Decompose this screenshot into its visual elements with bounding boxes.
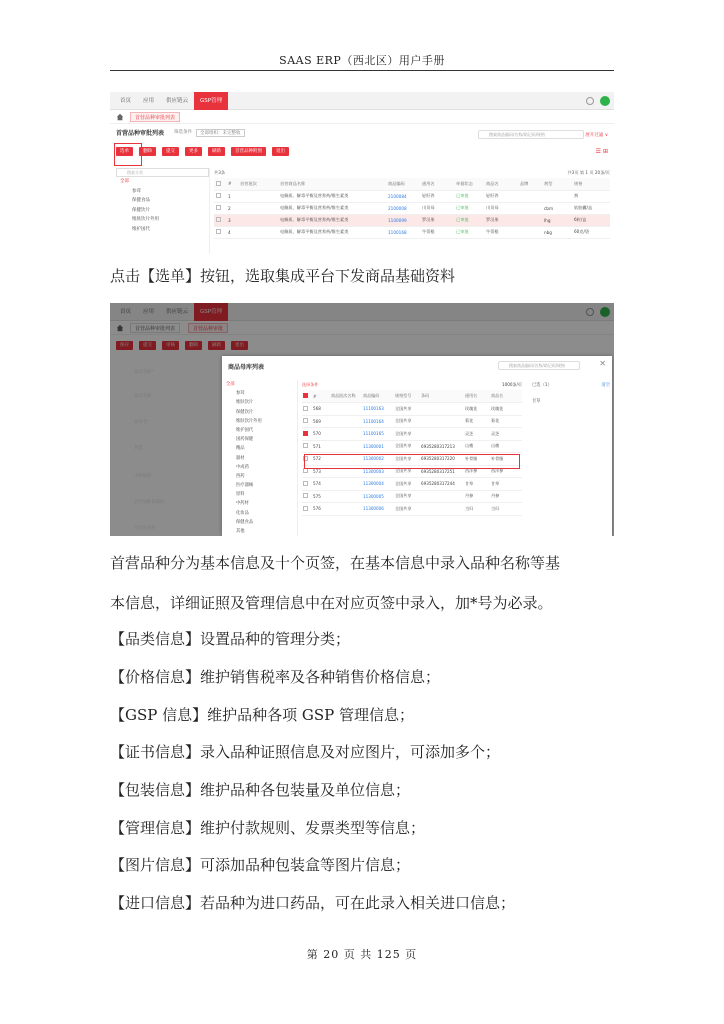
tree-node[interactable]: 精品: [236, 446, 245, 452]
tree-node[interactable]: 器材: [236, 455, 245, 461]
cell: 补骨脂: [490, 453, 522, 466]
cell: 电解质、解毒平衡及营养药/维生素类: [278, 202, 386, 214]
row-index: 2: [226, 202, 238, 214]
tree-node[interactable]: 其他: [236, 529, 245, 534]
page-title: 首营品种审批列表: [116, 130, 165, 137]
paragraph-line: 本信息，详细证照及管理信息中在对应页签中录入，加*号为必录。: [110, 594, 553, 612]
column-header: 商品批次名称: [330, 390, 362, 403]
cell: [330, 403, 362, 416]
cell: 甘草: [490, 478, 522, 491]
cell: 全国共享: [394, 465, 420, 478]
cell: 罗汉果: [420, 214, 454, 226]
form-label: 是否处方药: [134, 526, 156, 531]
tab-approval[interactable]: 首营品种审批: [188, 323, 228, 333]
nav-supply-chain[interactable]: 供应链云: [166, 98, 189, 104]
cell: [330, 478, 362, 491]
table-row[interactable]: [214, 202, 610, 214]
cell: 菊花: [490, 415, 522, 428]
column-header: #: [226, 178, 238, 190]
tree-node[interactable]: 维护国代: [132, 226, 150, 232]
tree-node[interactable]: 保健食品: [132, 198, 150, 203]
column-header: 剂型: [542, 178, 572, 190]
submit-button[interactable]: 提交: [139, 341, 156, 350]
cell: 罗汉果: [484, 214, 518, 226]
table-row[interactable]: [302, 503, 522, 516]
column-header: 商品名: [490, 390, 522, 403]
cell: 6935280317244: [420, 478, 464, 491]
column-header: 通用名: [420, 178, 454, 190]
exit-button[interactable]: 退出: [231, 341, 248, 350]
cell: [518, 226, 542, 238]
paragraph-line: 【进口信息】若品种为进口药品，可在此录入相关进口信息；: [110, 894, 516, 912]
row-checkbox[interactable]: [216, 229, 221, 234]
category-tree: [116, 168, 210, 254]
cell[interactable]: 11300005: [362, 490, 394, 503]
cell: 已审批: [454, 202, 484, 214]
tree-node[interactable]: 维肤饮片外用: [236, 418, 262, 424]
cell[interactable]: 11100164: [362, 415, 394, 428]
list-view-icon[interactable]: ☰ ⊞: [595, 148, 608, 155]
exit-button[interactable]: 退出: [272, 147, 289, 156]
column-header: 首营商品名称: [278, 178, 386, 190]
cell: 573: [312, 465, 330, 478]
cell: 电解质、解毒平衡及营养药/维生素类: [278, 190, 386, 202]
cell: 软胶囊/盒: [572, 202, 610, 214]
cell: [330, 490, 362, 503]
row-checkbox[interactable]: [303, 493, 308, 498]
column-header: #: [312, 390, 330, 403]
cell: 571: [312, 440, 330, 453]
select-button[interactable]: 选单: [116, 147, 133, 156]
refresh-button[interactable]: 刷新: [208, 341, 225, 350]
tree-node[interactable]: 保健饮片: [236, 409, 254, 415]
cell: 60克/袋: [572, 226, 610, 238]
cell: 6粒/盒: [572, 214, 610, 226]
cell: 川贝母: [420, 202, 454, 214]
row-checkbox[interactable]: [216, 205, 221, 210]
cell: 西洋参: [464, 465, 490, 478]
filter-label: 筛选条件: [174, 130, 192, 135]
cell: [330, 415, 362, 428]
selected-row-highlight: [304, 454, 520, 469]
filter-value[interactable]: 全部组织：未完整收: [196, 129, 245, 137]
cell: 山楂: [464, 440, 490, 453]
column-header: 品牌: [518, 178, 542, 190]
cell: 576: [312, 503, 330, 516]
cell: 当归: [490, 503, 522, 516]
cell: 剂: [572, 190, 610, 202]
table-row[interactable]: [302, 428, 522, 441]
table-row[interactable]: [214, 226, 610, 238]
cell: 轻肝养: [420, 190, 454, 202]
tree-node[interactable]: 全部: [226, 382, 235, 387]
modal-title: 商品母库列表: [228, 364, 265, 371]
nav-supply-chain[interactable]: 供应链云: [166, 309, 189, 315]
cell: 6935280317251: [420, 465, 464, 478]
row-checkbox[interactable]: [303, 506, 308, 511]
screenshot-list-page: [110, 92, 614, 254]
cell: 牛蒡根: [420, 226, 454, 238]
cell[interactable]: 2100008: [386, 202, 420, 214]
cell: 全国共享: [394, 428, 420, 441]
tab-approval-list[interactable]: 首营品种审批列表: [130, 323, 180, 333]
pagination[interactable]: 共3页 第 1 页 20条/页: [567, 170, 610, 175]
cell: 补骨脂: [464, 453, 490, 466]
search-input[interactable]: 搜索商品编码/名称/助记码/规格: [478, 130, 584, 139]
cell: 全国共享: [394, 440, 420, 453]
approval-grid: [214, 168, 610, 239]
paragraph-line: 【包装信息】维护品种各包装量及单位信息；: [110, 781, 411, 799]
form-label: 首营品种备编码: [134, 500, 165, 505]
tree-node[interactable]: 全部: [120, 179, 129, 184]
table-row[interactable]: [302, 403, 522, 416]
row-checkbox[interactable]: [216, 217, 221, 222]
cell: 全国共享: [394, 403, 420, 416]
cell[interactable]: 11300002: [362, 453, 394, 466]
modal-product-grid: [302, 380, 522, 516]
cell: 电解质、解毒平衡及营养药/维生素类: [278, 226, 386, 238]
tree-node[interactable]: 化妆品: [236, 510, 249, 516]
save-button[interactable]: 保存: [116, 341, 133, 350]
row-checkbox[interactable]: [303, 431, 308, 436]
row-checkbox[interactable]: [303, 468, 308, 473]
cell: 已审批: [454, 226, 484, 238]
nav-home[interactable]: 首页: [120, 98, 132, 104]
column-header: 首营批次: [238, 178, 278, 190]
cell: 菊花: [464, 415, 490, 428]
close-icon[interactable]: ✕: [599, 359, 606, 368]
select-button-highlight: [114, 143, 142, 166]
nav-apps[interactable]: 应用: [143, 309, 155, 315]
table-row[interactable]: [302, 478, 522, 491]
tree-node[interactable]: 西药: [236, 473, 245, 479]
grid-count: 共3条: [214, 170, 226, 175]
audit-button[interactable]: 审核: [162, 341, 179, 350]
row-checkbox[interactable]: [303, 406, 308, 411]
cell: [238, 190, 278, 202]
column-header: 商品编码: [362, 390, 394, 403]
row-checkbox[interactable]: [216, 193, 221, 198]
cell: cbm: [542, 202, 572, 214]
paragraph-line: 【证书信息】录入品种证照信息及对应图片，可添加多个；: [110, 743, 501, 761]
table-row[interactable]: [214, 190, 610, 202]
cell: [420, 428, 464, 441]
cell: nbg: [542, 226, 572, 238]
cell: [518, 202, 542, 214]
delete-button[interactable]: 删除: [185, 341, 202, 350]
nav-gsp[interactable]: GSP管理: [194, 303, 228, 321]
cell: lhg: [542, 214, 572, 226]
caption-select: 点击【选单】按钮，选取集成平台下发商品基础资料: [110, 267, 456, 285]
paragraph-line: 首营品种分为基本信息及十个页签，在基本信息中录入品种名称等基: [110, 554, 561, 572]
avatar[interactable]: [600, 96, 610, 106]
tree-node[interactable]: 保健食品: [236, 519, 254, 525]
paragraph-line: 【品类信息】设置品种的管理分类；: [110, 630, 351, 648]
page-header: SAAS ERP（西北区）用户手册: [279, 54, 445, 67]
tab-bar: [110, 110, 614, 124]
tree-node[interactable]: 医疗器械: [236, 483, 254, 489]
nav-apps[interactable]: 应用: [143, 98, 155, 104]
page-footer: 第 20 页 共 125 页: [306, 948, 418, 961]
row-index: 1: [226, 190, 238, 202]
cell: [238, 214, 278, 226]
cell: 当归: [464, 503, 490, 516]
submit-button[interactable]: 提交: [162, 147, 179, 156]
cell: 全国共享: [394, 490, 420, 503]
cell: 山楂: [490, 440, 522, 453]
row-index: 3: [226, 214, 238, 226]
tree-search-input[interactable]: 搜索分类: [116, 168, 209, 177]
tree-node[interactable]: 中药材: [236, 501, 249, 507]
cell[interactable]: 11300001: [362, 440, 394, 453]
cell[interactable]: 11100163: [362, 403, 394, 416]
column-header: 商品名: [484, 178, 518, 190]
expand-filter-link[interactable]: 展开过滤 ∨: [585, 133, 608, 138]
header-rule: [110, 70, 614, 71]
row-checkbox[interactable]: [303, 418, 308, 423]
page-size-select[interactable]: 1000条/页: [502, 382, 522, 387]
home-icon[interactable]: [116, 113, 124, 121]
modal-category-tree: [222, 380, 298, 536]
tree-node[interactable]: 参茸: [236, 391, 245, 397]
table-row[interactable]: [302, 440, 522, 453]
form-label: 商品名称: [134, 394, 152, 399]
form-label: 中药规格: [134, 474, 152, 479]
row-checkbox[interactable]: [303, 443, 308, 448]
selected-item: 甘草: [532, 399, 541, 404]
clear-link[interactable]: 清空: [601, 383, 610, 388]
row-checkbox[interactable]: [303, 481, 308, 486]
cell: 全国共享: [394, 415, 420, 428]
modal-search-input[interactable]: 搜索商品编码/名称/助记码/规格: [498, 361, 580, 370]
cell[interactable]: 1100099: [386, 214, 420, 226]
cell: [330, 503, 362, 516]
form-label: 商品名称*: [134, 370, 154, 375]
cell[interactable]: 1100168: [386, 226, 420, 238]
cell: 575: [312, 490, 330, 503]
paragraph-line: 【GSP 信息】维护品种各项 GSP 管理信息；: [110, 706, 415, 724]
cell: [420, 415, 464, 428]
cell: [238, 202, 278, 214]
tree-node[interactable]: 中成药: [236, 464, 249, 470]
cell: [330, 428, 362, 441]
cell[interactable]: 11100165: [362, 428, 394, 441]
cell: 牛蒡根: [484, 226, 518, 238]
search-icon[interactable]: [586, 97, 594, 105]
cell: 丹参: [464, 490, 490, 503]
cell: 已审批: [454, 190, 484, 202]
row-index: 4: [226, 226, 238, 238]
cell: [420, 403, 464, 416]
cell: 574: [312, 478, 330, 491]
refresh-button[interactable]: 刷新: [208, 147, 225, 156]
filter-condition-link[interactable]: 选择条件: [302, 382, 319, 387]
cell: 570: [312, 428, 330, 441]
cell: 全国共享: [394, 503, 420, 516]
cell[interactable]: 11300003: [362, 465, 394, 478]
cell: [330, 440, 362, 453]
table-header-row: [214, 178, 610, 190]
cell[interactable]: 11300004: [362, 478, 394, 491]
table-row[interactable]: [302, 415, 522, 428]
column-header: 条码: [420, 390, 464, 403]
cell[interactable]: 2100084: [386, 190, 420, 202]
nav-gsp[interactable]: GSP管理: [194, 92, 228, 110]
top-nav-bar: [110, 92, 614, 110]
tree-node[interactable]: 原料: [236, 492, 245, 498]
table-row[interactable]: [302, 490, 522, 503]
cell: 电解质、解毒平衡及营养药/维生素类: [278, 214, 386, 226]
paragraph-line: 【价格信息】维护销售税率及各种销售价格信息；: [110, 668, 441, 686]
tab-approval-list[interactable]: 首营品种审批列表: [130, 112, 180, 122]
tree-node[interactable]: 参茸: [132, 188, 141, 194]
cell: 已审批: [454, 214, 484, 226]
select-all-checkbox[interactable]: [216, 181, 221, 186]
cell: 572: [312, 453, 330, 466]
cell: [542, 190, 572, 202]
cell: 玫瑰花: [490, 403, 522, 416]
cell: [518, 214, 542, 226]
product-master-modal: [222, 356, 612, 536]
cell: 玫瑰花: [464, 403, 490, 416]
cell: 丹参: [490, 490, 522, 503]
table-header-row: [302, 390, 522, 403]
column-header: 单据状态: [454, 178, 484, 190]
attach-image-button[interactable]: 首营品种附图: [231, 147, 266, 156]
column-header: 商品编码: [386, 178, 420, 190]
cell: 川贝母: [484, 202, 518, 214]
cell: 灵芝: [464, 428, 490, 441]
tree-node[interactable]: 国药保健: [236, 437, 254, 443]
column-header: 规格: [572, 178, 610, 190]
cell: [420, 503, 464, 516]
tree-node[interactable]: 维肤饮片外用: [132, 217, 159, 222]
cell: 6935280317213: [420, 440, 464, 453]
form-label: 通用名*: [134, 420, 150, 425]
cell[interactable]: 11300006: [362, 503, 394, 516]
form-label: 剂型: [134, 446, 143, 451]
tree-node[interactable]: 维肤饮片: [236, 400, 254, 406]
screenshot-modal-page: [110, 303, 614, 536]
cell: [518, 190, 542, 202]
cell: 全国共享: [394, 453, 420, 466]
filter-bar: [174, 129, 245, 137]
tree-node[interactable]: 维护国代: [236, 427, 254, 433]
column-header: 通用名: [464, 390, 490, 403]
cell: 568: [312, 403, 330, 416]
column-header: 规格型号: [394, 390, 420, 403]
selected-panel: [532, 380, 610, 404]
tree-node[interactable]: 保健饮片: [132, 207, 150, 213]
cell: 6935280317220: [420, 453, 464, 466]
cell: 甘草: [464, 478, 490, 491]
cell: 西洋参: [490, 465, 522, 478]
cell: 轻肝养: [484, 190, 518, 202]
cell: 569: [312, 415, 330, 428]
cell: 全国共享: [394, 478, 420, 491]
more-button[interactable]: 更多: [185, 147, 202, 156]
nav-home[interactable]: 首页: [120, 309, 132, 315]
cell: [420, 490, 464, 503]
paragraph-line: 【图片信息】可添加品种包装盒等图片信息；: [110, 856, 411, 874]
table-row[interactable]: [214, 214, 610, 226]
cell: [238, 226, 278, 238]
paragraph-line: 【管理信息】维护付款规则、发票类型等信息；: [110, 819, 426, 837]
cell: 灵芝: [490, 428, 522, 441]
select-all-checkbox[interactable]: [303, 393, 308, 398]
delete-button[interactable]: 删除: [139, 147, 156, 156]
selected-count: 已选（1）: [532, 383, 552, 388]
